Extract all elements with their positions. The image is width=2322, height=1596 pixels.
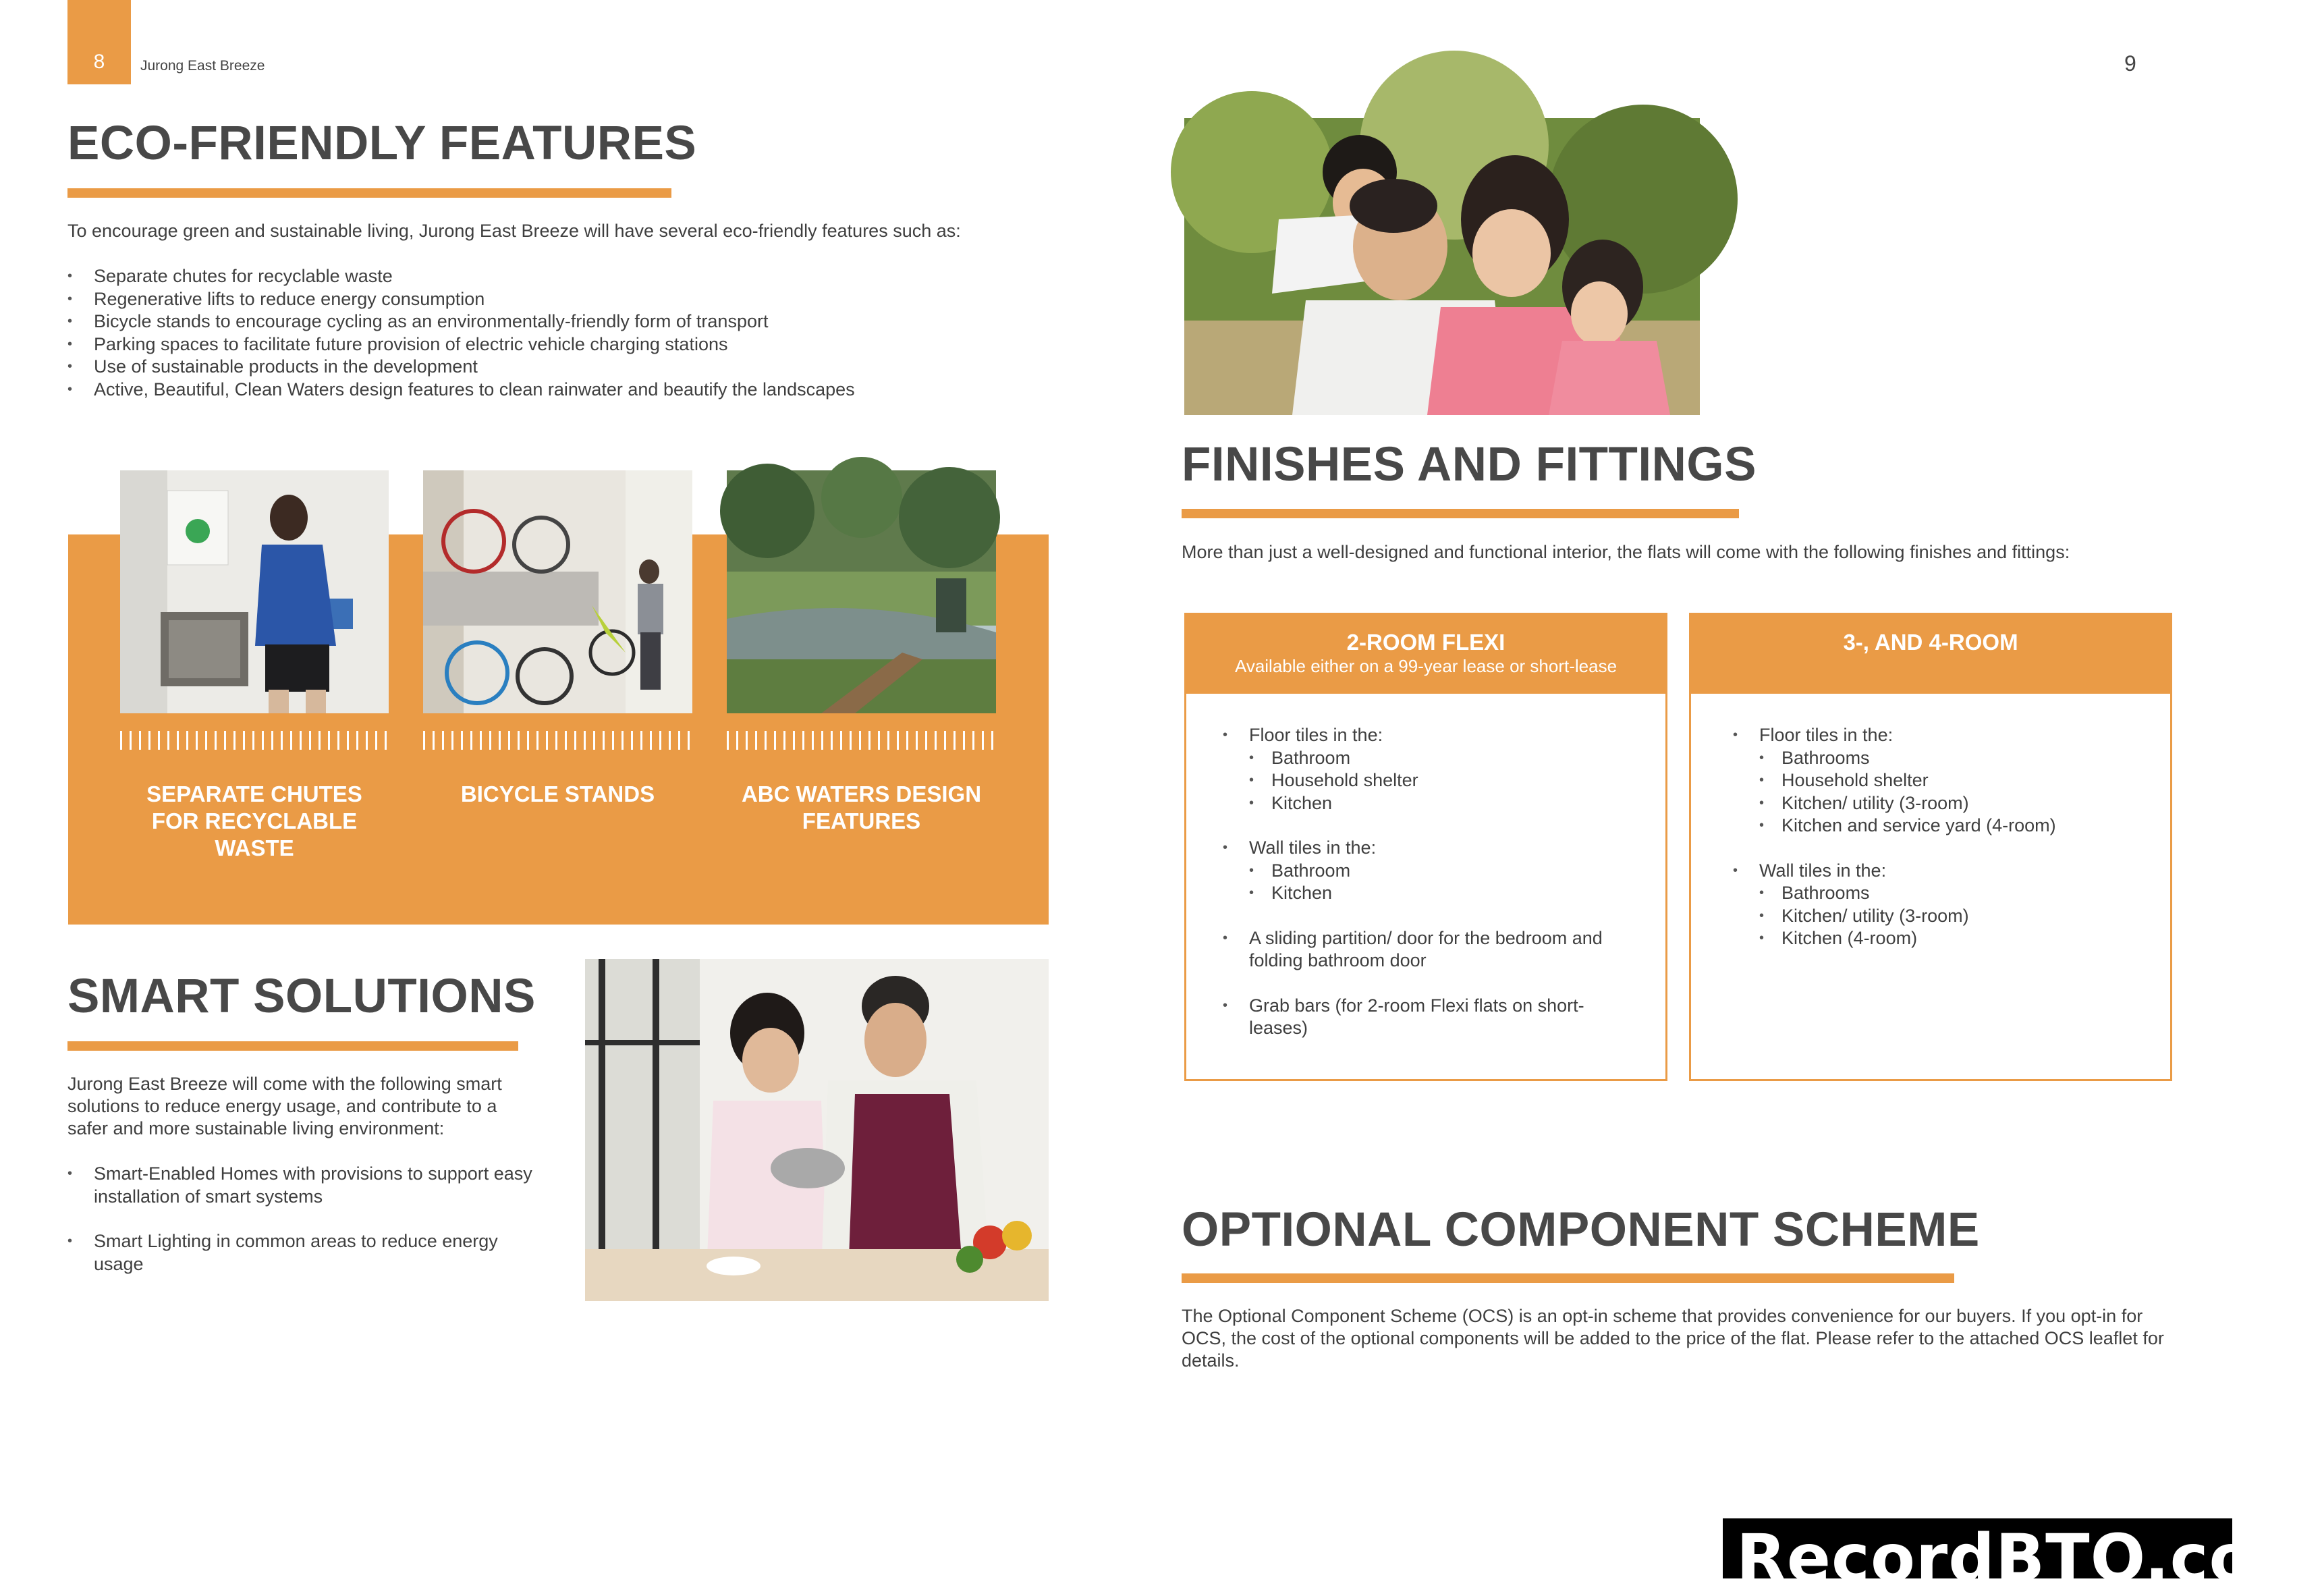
couple-cooking-photo	[585, 959, 1049, 1301]
abc-waters-photo	[727, 470, 996, 713]
list-item: • Kitchen/ utility (3-room)	[1759, 792, 2151, 815]
card-title: 3-, AND 4-ROOM	[1843, 630, 2018, 655]
floor-tiles-label: Floor tiles in the:	[1249, 725, 1383, 745]
feature-label-abc-waters: ABC WATERS DESIGN FEATURES	[741, 781, 982, 833]
smart-intro: Jurong East Breeze will come with the following smart solutions to reduce energy usage, and contribute to a safer and more sustainable living environment:	[67, 1074, 502, 1138]
left-page-number: 8	[93, 51, 105, 73]
list-item: • Kitchen	[1249, 882, 1628, 905]
list-item: • Kitchen and service yard (4-room)	[1759, 815, 2151, 837]
eco-section-title: ECO-FRIENDLY FEATURES	[67, 117, 697, 170]
decorative-ticks	[120, 731, 389, 750]
wall-tiles-label: Wall tiles in the:	[1759, 860, 1887, 881]
list-item	[1733, 724, 2151, 837]
card-title: 2-ROOM FLEXI	[1346, 630, 1505, 655]
smart-solution-list	[67, 1163, 533, 1298]
list-item	[1223, 724, 1628, 815]
wall-tiles-label: Wall tiles in the:	[1249, 837, 1377, 858]
eco-intro: To encourage green and sustainable living, Jurong East Breeze will have several eco-friendly features such as:	[67, 221, 961, 241]
finishes-section-title: FINISHES AND FITTINGS	[1182, 438, 1757, 491]
two-room-flexi-card	[1184, 613, 1667, 1081]
running-title: Jurong East Breeze	[140, 58, 265, 74]
feature-label-bicycle: BICYCLE STANDS	[460, 781, 655, 806]
bicycle-stands-photo	[423, 470, 692, 713]
decorative-ticks	[727, 731, 996, 750]
finishes-intro: More than just a well-designed and functional interior, the flats will come with the following finishes and fittings:	[1182, 542, 2070, 562]
list-item: • Bathrooms	[1759, 882, 2151, 905]
list-item: • Household shelter	[1759, 769, 2151, 792]
ocs-section-title: OPTIONAL COMPONENT SCHEME	[1182, 1203, 1980, 1257]
list-item: • Kitchen/ utility (3-room)	[1759, 905, 2151, 928]
list-item: • Bathroom	[1249, 860, 1628, 883]
family-photo	[1184, 118, 1700, 415]
ocs-title-underline	[1182, 1273, 1954, 1283]
smart-title-underline	[67, 1041, 518, 1051]
floor-tiles-list	[1249, 747, 1628, 815]
list-item: • Bicycle stands to encourage cycling as an environmentally-friendly form of transport	[67, 310, 1046, 333]
floor-tiles-list	[1759, 747, 2151, 837]
three-four-room-card	[1689, 613, 2172, 1081]
list-item	[1223, 837, 1628, 905]
list-item: • Kitchen (4-room)	[1759, 927, 2151, 950]
list-item: • Bathrooms	[1759, 747, 2151, 770]
card-header	[1186, 615, 1665, 694]
list-item: • Household shelter	[1249, 769, 1628, 792]
list-item: • Bathroom	[1249, 747, 1628, 770]
list-item: • A sliding partition/ door for the bedroom and folding bathroom door	[1223, 927, 1613, 972]
floor-tiles-label: Floor tiles in the:	[1759, 725, 1893, 745]
watermark-text: RecordBTO.com	[1736, 1520, 2322, 1596]
finishes-title-underline	[1182, 509, 1739, 518]
list-item	[1733, 860, 2151, 950]
card-finish-list	[1223, 724, 1628, 1062]
card-header	[1691, 615, 2170, 694]
list-item: • Smart Lighting in common areas to reduce energy usage	[67, 1230, 533, 1275]
list-item: • Separate chutes for recyclable waste	[67, 265, 1046, 288]
card-finish-list	[1733, 724, 2151, 972]
list-item: • Parking spaces to facilitate future provision of electric vehicle charging stations	[67, 333, 1046, 356]
list-item: • Smart-Enabled Homes with provisions to support easy installation of smart systems	[67, 1163, 533, 1208]
right-page-number: 9	[2124, 51, 2136, 76]
list-item: • Kitchen	[1249, 792, 1628, 815]
decorative-ticks	[423, 731, 692, 750]
list-item: • Regenerative lifts to reduce energy consumption	[67, 288, 1046, 311]
wall-tiles-list	[1249, 860, 1628, 905]
feature-label-chutes: SEPARATE CHUTES FOR RECYCLABLE WASTE	[146, 781, 362, 860]
page-number-tab	[67, 0, 131, 84]
eco-title-underline	[67, 188, 671, 198]
list-item: • Use of sustainable products in the development	[67, 356, 1046, 379]
ocs-text: The Optional Component Scheme (OCS) is an opt-in scheme that provides convenience for our buyers. If you opt-in for OCS, the cost of the optional components will be added to the price of the flat. Please refer to the attached OCS leaflet for details.	[1182, 1306, 2164, 1371]
list-item: • Active, Beautiful, Clean Waters design features to clean rainwater and beautify the landscapes	[67, 379, 1046, 402]
list-item: • Grab bars (for 2-room Flexi flats on short-leases)	[1223, 995, 1613, 1040]
smart-section-title: SMART SOLUTIONS	[67, 970, 536, 1023]
watermark-banner	[1723, 1518, 2322, 1596]
card-subtitle: Available either on a 99-year lease or short-lease	[1234, 656, 1618, 676]
wall-tiles-list	[1759, 882, 2151, 950]
recycling-chute-photo	[120, 470, 389, 713]
eco-feature-list	[67, 265, 1046, 401]
